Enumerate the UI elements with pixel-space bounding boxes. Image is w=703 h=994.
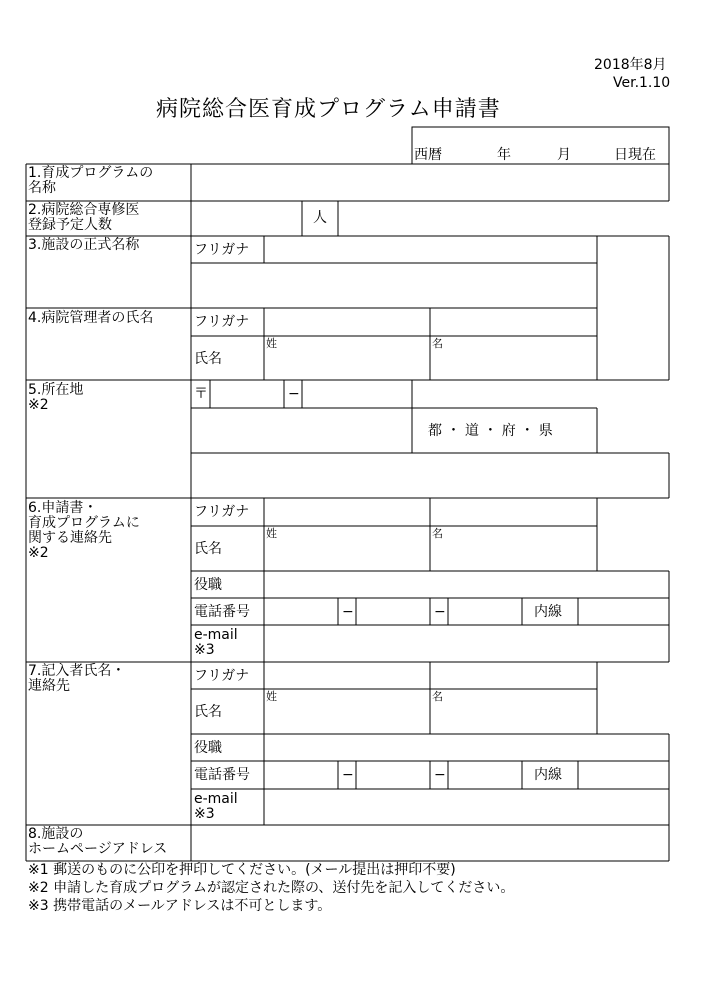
contact-mei-label: 名 <box>432 527 443 540</box>
contact-position-label: 役職 <box>194 577 222 593</box>
postal-code-second-field[interactable] <box>303 381 411 407</box>
prefecture-field[interactable] <box>192 409 411 452</box>
contact-name-sublabel: 氏名 <box>194 541 222 557</box>
writer-position-field[interactable] <box>265 735 668 760</box>
registrant-count-label: 2.病院総合専修医 登録予定人数 <box>28 202 140 233</box>
contact-position-field[interactable] <box>265 572 668 597</box>
contact-email-label: e-mail ※3 <box>194 627 238 658</box>
postal-code-first-field[interactable] <box>211 381 283 407</box>
prefecture-suffix: 都 ・ 道 ・ 府 ・ 県 <box>428 423 553 439</box>
note-1: ※1 郵送のものに公印を押印してください。(メール提出は押印不要) <box>28 862 456 878</box>
writer-furigana-label: フリガナ <box>194 668 250 684</box>
writer-phone-label: 電話番号 <box>194 767 250 783</box>
writer-email-field[interactable] <box>265 790 668 824</box>
writer-phone-dash-1: − <box>342 767 354 783</box>
writer-position-label: 役職 <box>194 740 222 756</box>
issue-date: 2018年8月 <box>594 57 667 73</box>
note-3: ※3 携帯電話のメールアドレスは不可とします。 <box>28 898 332 914</box>
version: Ver.1.10 <box>613 75 671 91</box>
writer-phone-dash-2: − <box>434 767 446 783</box>
note-2: ※2 申請した育成プログラムが認定された際の、送付先を記入してください。 <box>28 880 515 896</box>
contact-extension-label: 内線 <box>534 604 562 620</box>
homepage-field[interactable] <box>192 826 668 860</box>
director-name-sublabel: 氏名 <box>194 351 222 367</box>
contact-phone-dash-1: − <box>342 604 354 620</box>
address-field[interactable] <box>192 454 668 497</box>
writer-sei-label: 姓 <box>266 690 277 703</box>
registrant-count-field[interactable] <box>192 202 301 235</box>
contact-label: 6.申請書・ 育成プログラムに 関する連絡先 ※2 <box>28 500 140 561</box>
writer-extension-label: 内線 <box>534 767 562 783</box>
writer-mei-label: 名 <box>432 690 443 703</box>
director-name-label: 4.病院管理者の氏名 <box>28 310 154 326</box>
contact-furigana-label: フリガナ <box>194 504 250 520</box>
postal-mark: 〒 <box>194 386 208 402</box>
facility-name-label: 3.施設の正式名称 <box>28 237 140 253</box>
as-of-era: 西暦 <box>414 147 442 163</box>
director-sei-label: 姓 <box>266 337 277 350</box>
homepage-label: 8.施設の ホームページアドレス <box>28 826 168 857</box>
writer-label: 7.記入者氏名・ 連絡先 <box>28 663 126 694</box>
facility-furigana-field[interactable] <box>265 237 596 262</box>
writer-email-label: e-mail ※3 <box>194 791 238 822</box>
as-of-month: 月 <box>557 147 571 163</box>
contact-phone-label: 電話番号 <box>194 604 250 620</box>
contact-phone-dash-2: − <box>434 604 446 620</box>
director-furigana-label: フリガナ <box>194 314 250 330</box>
contact-email-field[interactable] <box>265 626 668 661</box>
as-of-year: 年 <box>497 147 511 163</box>
postal-dash: − <box>288 386 300 402</box>
facility-name-field[interactable] <box>192 264 596 307</box>
address-label: 5.所在地 ※2 <box>28 382 84 413</box>
facility-furigana-label: フリガナ <box>194 242 250 258</box>
page-title: 病院総合医育成プログラム申請書 <box>156 97 501 122</box>
director-mei-label: 名 <box>432 337 443 350</box>
as-of-day: 日現在 <box>614 147 656 163</box>
writer-name-sublabel: 氏名 <box>194 704 222 720</box>
contact-sei-label: 姓 <box>266 527 277 540</box>
program-name-label: 1.育成プログラムの 名称 <box>28 165 154 196</box>
unit-persons: 人 <box>313 210 327 226</box>
program-name-field[interactable] <box>192 165 668 200</box>
